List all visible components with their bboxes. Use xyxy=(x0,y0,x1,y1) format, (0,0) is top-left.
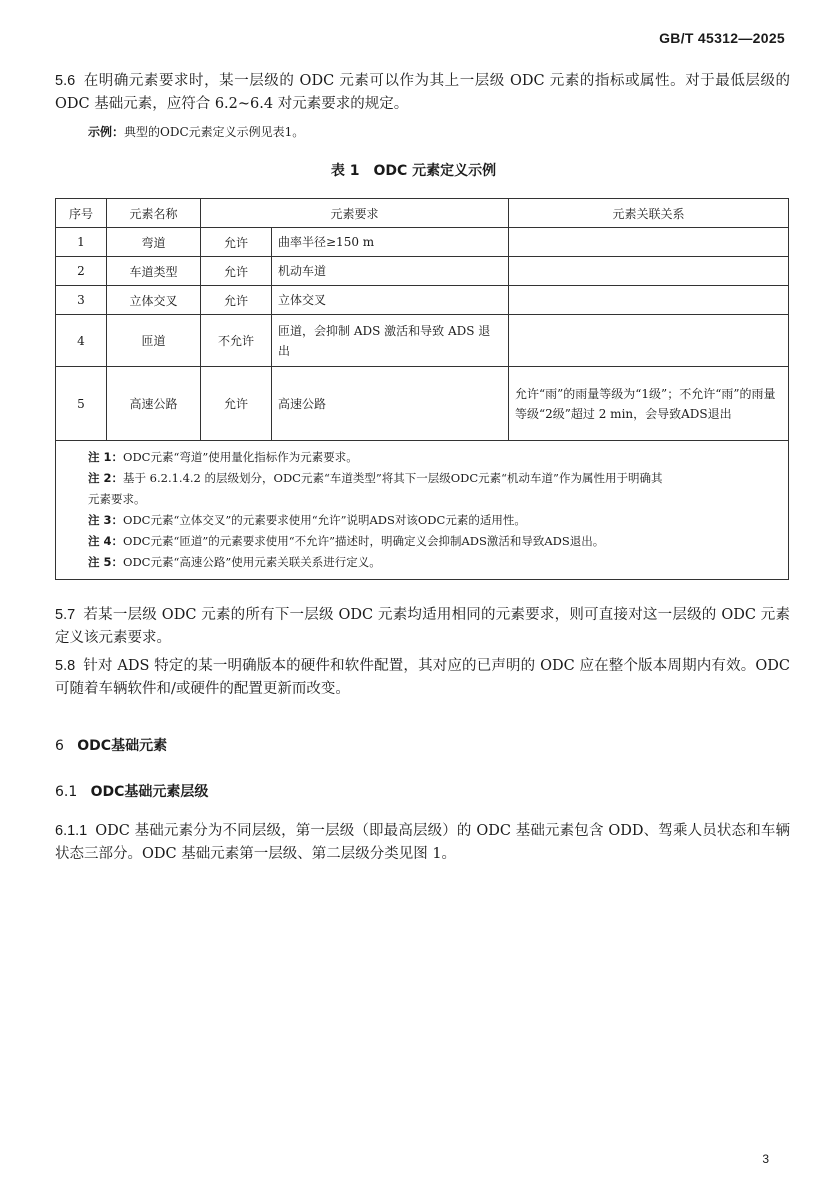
col-header-name: 元素名称 xyxy=(107,199,201,228)
note-text: 基于 6.2.1.4.2 的层级划分，ODC元素“车道类型”将其下一层级ODC元素“机动车道”作为属性用于明确其 xyxy=(123,471,663,485)
table-row xyxy=(56,367,789,441)
row-no: 2 xyxy=(56,257,107,286)
note-label: 注 4： xyxy=(88,534,124,548)
table-notes xyxy=(56,441,789,580)
clause-text: 若某一层级 ODC 元素的所有下一层级 ODC 元素均适用相同的元素要求，则可直接对这一层级的 ODC 元素定义该元素要求。 xyxy=(55,607,790,646)
row-requirement: 高速公路 xyxy=(272,367,509,441)
row-permit: 允许 xyxy=(201,367,272,441)
row-name: 匝道 xyxy=(107,315,201,367)
row-requirement: 曲率半径≥150 m xyxy=(272,228,509,257)
note-text: ODC元素“高速公路”使用元素关联关系进行定义。 xyxy=(123,555,381,569)
row-permit: 允许 xyxy=(201,257,272,286)
row-name: 车道类型 xyxy=(107,257,201,286)
table-note xyxy=(88,552,778,573)
note-label: 注 1： xyxy=(88,450,124,464)
row-permit: 允许 xyxy=(201,286,272,315)
row-relation xyxy=(509,286,789,315)
section-6-1-heading xyxy=(55,781,208,801)
clause-number: 5.8 xyxy=(55,658,76,674)
section-6-heading xyxy=(55,735,167,755)
table-note xyxy=(88,510,778,531)
clause-6-1-1 xyxy=(55,820,790,866)
odc-definition-table xyxy=(55,198,789,580)
row-name: 立体交叉 xyxy=(107,286,201,315)
col-header-no: 序号 xyxy=(56,199,107,228)
note-text: ODC元素“立体交叉”的元素要求使用“允许”说明ADS对该ODC元素的适用性。 xyxy=(123,513,526,527)
example-text: 典型的ODC元素定义示例见表1。 xyxy=(124,125,305,139)
table-title: 表 1 ODC 元素定义示例 xyxy=(330,163,497,179)
table-notes-row xyxy=(56,441,789,580)
clause-5-6 xyxy=(55,70,790,116)
table-row xyxy=(56,286,789,315)
clause-5-8 xyxy=(55,655,790,701)
col-header-requirement: 元素要求 xyxy=(201,199,509,228)
row-requirement: 机动车道 xyxy=(272,257,509,286)
note-label: 注 3： xyxy=(88,513,124,527)
table-header-row xyxy=(56,199,789,228)
note-text: ODC元素“弯道”使用量化指标作为元素要求。 xyxy=(123,450,358,464)
row-no: 1 xyxy=(56,228,107,257)
clause-text: 在明确元素要求时，某一层级的 ODC 元素可以作为其上一层级 ODC 元素的指标或属性。对于最低层级的 ODC 基础元素，应符合 6.2~6.4 对元素要求的规定。 xyxy=(55,73,790,112)
col-header-relation: 元素关联关系 xyxy=(509,199,789,228)
clause-number: 5.7 xyxy=(55,607,76,623)
example-label: 示例： xyxy=(88,125,125,139)
note-label: 注 5： xyxy=(88,555,124,569)
row-no: 3 xyxy=(56,286,107,315)
document-id: GB/T 45312—2025 xyxy=(659,30,785,46)
row-requirement: 立体交叉 xyxy=(272,286,509,315)
row-requirement: 匝道，会抑制 ADS 激活和导致 ADS 退出 xyxy=(272,315,509,367)
note-label: 注 2： xyxy=(88,471,124,485)
example-line xyxy=(88,123,304,140)
row-name: 高速公路 xyxy=(107,367,201,441)
table-note xyxy=(88,531,778,552)
row-no: 4 xyxy=(56,315,107,367)
row-relation xyxy=(509,257,789,286)
table-row xyxy=(56,315,789,367)
note-text: ODC元素“匝道”的元素要求使用“不允许”描述时，明确定义会抑制ADS激活和导致ADS退出。 xyxy=(123,534,605,548)
clause-text: ODC 基础元素分为不同层级，第一层级（即最高层级）的 ODC 基础元素包含 ODD、驾乘人员状态和车辆状态三部分。ODC 基础元素第一层级、第二层级分类见图 1。 xyxy=(55,823,790,862)
row-permit: 不允许 xyxy=(201,315,272,367)
table-note xyxy=(88,447,778,468)
note-continuation: 元素要求。 xyxy=(88,492,146,506)
row-relation: 允许“雨”的雨量等级为“1级”；不允许“雨”的雨量等级“2级”超过 2 min，会导致ADS退出 xyxy=(509,367,789,441)
page-number: 3 xyxy=(762,1152,769,1166)
section-title: ODC基础元素层级 xyxy=(90,784,209,800)
row-no: 5 xyxy=(56,367,107,441)
row-permit: 允许 xyxy=(201,228,272,257)
row-relation xyxy=(509,315,789,367)
clause-number: 6.1.1 xyxy=(55,823,88,839)
clause-text: 针对 ADS 特定的某一明确版本的硬件和软件配置，其对应的已声明的 ODC 应在整个版本周期内有效。ODC 可随着车辆软件和/或硬件的配置更新而改变。 xyxy=(55,658,790,697)
section-number: 6.1 xyxy=(55,784,78,800)
table-row xyxy=(56,228,789,257)
table-row xyxy=(56,257,789,286)
clause-5-7 xyxy=(55,604,790,650)
row-relation xyxy=(509,228,789,257)
section-number: 6 xyxy=(55,738,64,754)
row-name: 弯道 xyxy=(107,228,201,257)
table-note xyxy=(88,468,778,489)
section-title: ODC基础元素 xyxy=(77,738,168,754)
clause-number: 5.6 xyxy=(55,73,76,89)
